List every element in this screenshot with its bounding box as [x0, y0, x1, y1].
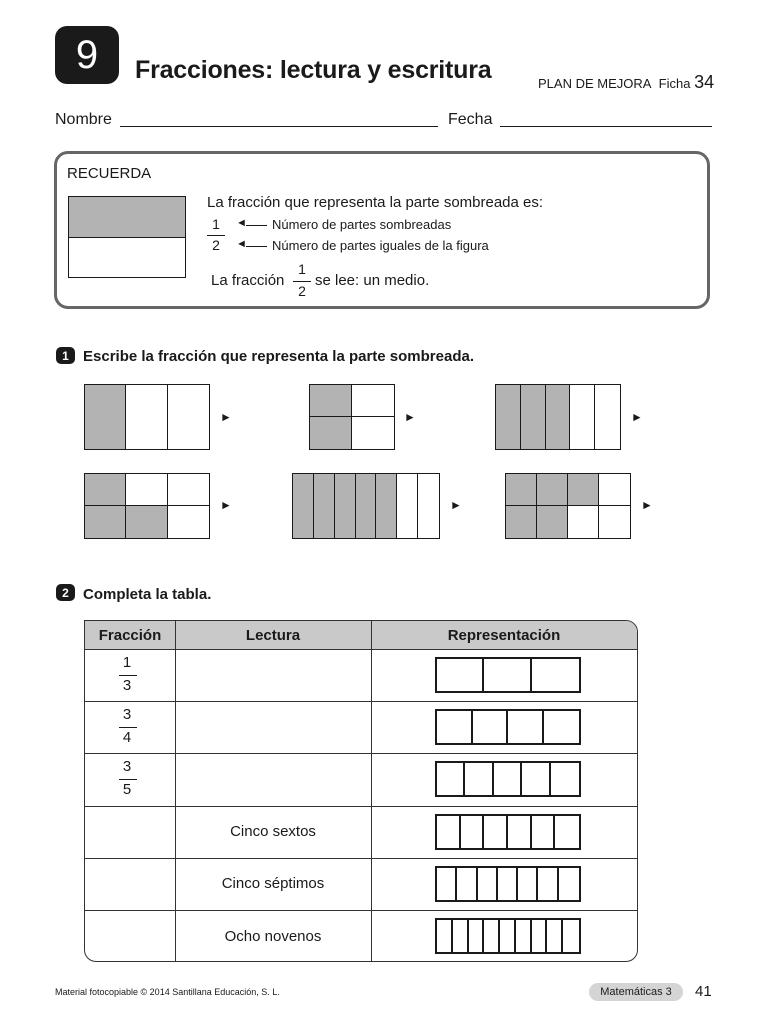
arrow-left-icon: ◄ — [236, 238, 247, 250]
representation-part[interactable] — [532, 659, 579, 691]
unshaded-part — [568, 506, 599, 538]
representation-bar[interactable] — [435, 866, 581, 902]
answer-arrow-icon: ► — [641, 498, 653, 512]
ficha-number: 34 — [694, 72, 715, 92]
name-label: Nombre — [55, 111, 112, 128]
representation-bar[interactable] — [435, 657, 581, 693]
representation-part[interactable] — [437, 816, 461, 848]
ficha-label: Ficha — [658, 76, 691, 91]
representation-part[interactable] — [559, 868, 579, 900]
representation-bar[interactable] — [435, 814, 581, 850]
representation-part[interactable] — [437, 920, 453, 952]
unit-number-badge: 9 — [55, 26, 119, 84]
representation-part[interactable] — [532, 920, 548, 952]
fraction-figure-3 — [495, 384, 621, 450]
reading-text: Ocho novenos — [224, 927, 322, 945]
row-fraction-numerator: 3 — [122, 706, 132, 724]
representation-part[interactable] — [457, 868, 477, 900]
answer-arrow-icon: ► — [631, 410, 643, 424]
recuerda-explanation: La fracción que representa la parte sombreada es: — [207, 194, 544, 211]
shaded-part — [85, 474, 126, 506]
inline-fraction-bar — [293, 281, 311, 282]
representation-part[interactable] — [498, 868, 518, 900]
shaded-part — [335, 474, 356, 538]
representation-part[interactable] — [461, 816, 485, 848]
arrow-line — [246, 246, 267, 247]
numerator-description: Número de partes sombreadas — [272, 217, 452, 232]
half-shaded-rectangle — [68, 196, 186, 278]
date-label: Fecha — [448, 111, 493, 128]
recuerda-title: RECUERDA — [67, 165, 152, 182]
table-row — [85, 701, 637, 753]
fraction-reading-prefix: La fracción — [211, 272, 285, 289]
row-fraction-numerator: 3 — [122, 758, 132, 776]
shaded-part — [568, 474, 599, 506]
row-fraction-bar — [119, 779, 137, 780]
arrow-left-icon: ◄ — [236, 217, 247, 229]
representation-part[interactable] — [516, 920, 532, 952]
shaded-part — [314, 474, 335, 538]
unshaded-part — [168, 506, 209, 538]
representation-part[interactable] — [437, 868, 457, 900]
shaded-part — [310, 417, 352, 449]
fraction-figure-4 — [84, 473, 210, 539]
shaded-part — [496, 385, 521, 449]
fraction-table — [84, 620, 638, 962]
inline-fraction-denominator: 2 — [298, 283, 306, 299]
fraction-figure-2 — [309, 384, 395, 450]
representation-part[interactable] — [484, 659, 531, 691]
unshaded-part — [418, 474, 439, 538]
representation-part[interactable] — [484, 816, 508, 848]
representation-part[interactable] — [544, 711, 580, 743]
shaded-part — [310, 385, 352, 417]
shaded-part — [506, 474, 537, 506]
representation-part[interactable] — [547, 920, 563, 952]
fraction-figure-6 — [505, 473, 631, 539]
fraction-answer-cell[interactable] — [85, 858, 175, 910]
shaded-part — [537, 506, 568, 538]
reading-answer-cell[interactable] — [175, 649, 371, 701]
exercise-2-instruction: Completa la tabla. — [83, 586, 212, 603]
plan-de-mejora-label: PLAN DE MEJORA — [538, 76, 652, 91]
representation-part[interactable] — [555, 816, 579, 848]
copyright-text: Material fotocopiable © 2014 Santillana Educación, S. L. — [55, 987, 280, 997]
row-fraction-bar — [119, 727, 137, 728]
inline-fraction-numerator: 1 — [298, 261, 306, 277]
answer-arrow-icon: ► — [450, 498, 462, 512]
table-row — [85, 649, 637, 701]
reading-text: Cinco sextos — [230, 823, 316, 841]
representation-bar[interactable] — [435, 709, 581, 745]
answer-arrow-icon: ► — [404, 410, 416, 424]
exercise-2-badge: 2 — [56, 584, 75, 601]
header-representacion: Representación — [447, 626, 561, 644]
subject-pill: Matemáticas 3 — [589, 983, 683, 1001]
unshaded-part — [595, 385, 620, 449]
representation-part[interactable] — [465, 763, 493, 795]
row-fraction-numerator: 1 — [122, 654, 132, 671]
table-row — [85, 858, 637, 910]
shaded-part — [126, 506, 167, 538]
unshaded-part — [352, 385, 394, 417]
shaded-part — [546, 385, 571, 449]
representation-part[interactable] — [437, 763, 465, 795]
representation-part[interactable] — [453, 920, 469, 952]
representation-part[interactable] — [437, 659, 484, 691]
reading-answer-cell[interactable] — [175, 753, 371, 805]
arrow-line — [246, 225, 267, 226]
representation-part[interactable] — [522, 763, 550, 795]
answer-arrow-icon: ► — [220, 410, 232, 424]
table-row — [85, 753, 637, 805]
fraction-figure-1 — [84, 384, 210, 450]
header-fraccion: Fracción — [98, 626, 162, 644]
header-lectura: Lectura — [245, 626, 301, 644]
representation-part[interactable] — [500, 920, 516, 952]
unshaded-part — [168, 385, 209, 449]
shaded-part — [537, 474, 568, 506]
date-field[interactable] — [500, 126, 712, 127]
exercise-1-badge: 1 — [56, 347, 75, 364]
table-row — [85, 806, 637, 858]
shaded-part — [293, 474, 314, 538]
unshaded-part — [397, 474, 418, 538]
representation-part[interactable] — [518, 868, 538, 900]
shaded-part — [85, 385, 126, 449]
representation-part[interactable] — [478, 868, 498, 900]
exercise-1-instruction: Escribe la fracción que representa la parte sombreada. — [83, 348, 474, 365]
row-fraction-denominator: 4 — [122, 729, 132, 747]
representation-part[interactable] — [469, 920, 485, 952]
unshaded-part — [352, 417, 394, 449]
shaded-part — [376, 474, 397, 538]
unshaded-part — [168, 474, 209, 506]
representation-part[interactable] — [538, 868, 558, 900]
unshaded-part — [126, 474, 167, 506]
representation-part[interactable] — [508, 816, 532, 848]
page-title: Fracciones: lectura y escritura — [135, 56, 492, 84]
shaded-part — [85, 506, 126, 538]
representation-part[interactable] — [563, 920, 579, 952]
representation-part[interactable] — [532, 816, 556, 848]
plan-label — [538, 72, 714, 93]
fraction-bar — [207, 235, 225, 236]
row-fraction-denominator: 5 — [122, 781, 132, 799]
reading-answer-cell[interactable] — [175, 701, 371, 753]
representation-part[interactable] — [508, 711, 544, 743]
representation-bar[interactable] — [435, 761, 581, 797]
row-fraction-denominator: 3 — [122, 677, 132, 694]
representation-bar[interactable] — [435, 918, 581, 954]
representation-part[interactable] — [494, 763, 522, 795]
fraction-denominator: 2 — [212, 237, 220, 253]
row-fraction-bar — [119, 675, 137, 676]
denominator-description: Número de partes iguales de la figura — [272, 238, 489, 253]
reading-text: Cinco séptimos — [221, 875, 325, 893]
shaded-part — [356, 474, 377, 538]
fraction-figure-5 — [292, 473, 440, 539]
unshaded-part — [570, 385, 595, 449]
name-field[interactable] — [120, 126, 438, 127]
table-row — [85, 910, 637, 962]
unshaded-part — [126, 385, 167, 449]
unshaded-part — [599, 506, 630, 538]
representation-part[interactable] — [473, 711, 509, 743]
fraction-reading-suffix: se lee: un medio. — [315, 272, 430, 289]
representation-part[interactable] — [484, 920, 500, 952]
representation-part[interactable] — [437, 711, 473, 743]
shaded-part — [506, 506, 537, 538]
representation-part[interactable] — [551, 763, 579, 795]
fraction-numerator: 1 — [212, 216, 220, 232]
fraction-answer-cell[interactable] — [85, 806, 175, 858]
answer-arrow-icon: ► — [220, 498, 232, 512]
shaded-half — [69, 197, 185, 238]
unshaded-part — [599, 474, 630, 506]
fraction-answer-cell[interactable] — [85, 910, 175, 962]
page-number: 41 — [695, 983, 712, 1000]
shaded-part — [521, 385, 546, 449]
